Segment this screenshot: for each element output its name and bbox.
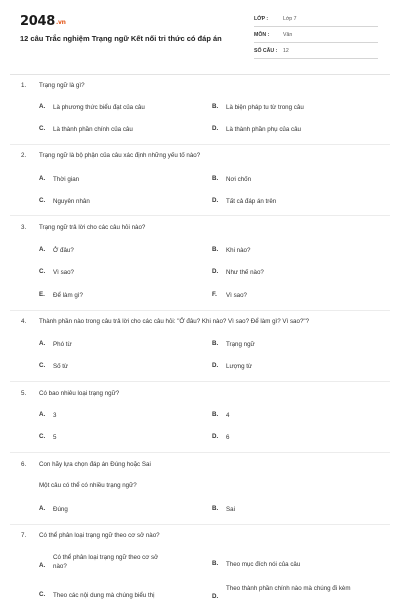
meta-question-count	[254, 45, 378, 59]
meta-label: LỚP :	[254, 16, 269, 22]
question-7: 7. Có thể phân loại trạng ngữ theo cơ sở nào?	[21, 532, 160, 539]
meta-value: Lớp 7	[283, 16, 297, 22]
document-title: 12 câu Trắc nghiệm Trạng ngữ Kết nối tri thức có đáp án	[20, 34, 222, 43]
meta-subject	[254, 29, 378, 43]
question-separator	[10, 381, 390, 382]
question-5: 5. Có bao nhiêu loại trạng ngữ?	[21, 390, 120, 397]
meta-value: 12	[283, 48, 289, 54]
question-1: 1. Trạng ngữ là gì?	[21, 82, 85, 89]
question-2: 2. Trạng ngữ là bộ phận của câu xác định những yếu tố nào?	[21, 152, 201, 159]
question-separator	[10, 452, 390, 453]
question-6-statement: Một câu có thể có nhiều trạng ngữ?	[39, 482, 137, 489]
question-3: 3. Trạng ngữ trả lời cho các câu hỏi nào?	[21, 224, 146, 231]
header-divider	[10, 74, 390, 75]
meta-value: Văn	[283, 32, 293, 38]
meta-label: SỐ CÂU :	[254, 48, 278, 54]
site-logo[interactable]: 2048.vn	[20, 14, 66, 29]
page-header	[0, 0, 400, 68]
question-separator	[10, 524, 390, 525]
question-separator	[10, 215, 390, 216]
question-separator	[10, 144, 390, 145]
question-4: 4. Thành phần nào trong câu trả lời cho các câu hỏi: "Ở đâu? Khi nào? Vì sao? Để làm gì? Vì sao?"?	[21, 318, 310, 325]
question-6: 6. Con hãy lựa chọn đáp án Đúng hoặc Sai	[21, 461, 151, 468]
meta-grade	[254, 13, 378, 27]
meta-label: MÔN :	[254, 32, 270, 38]
question-separator	[10, 310, 390, 311]
logo-suffix: .vn	[55, 19, 66, 26]
